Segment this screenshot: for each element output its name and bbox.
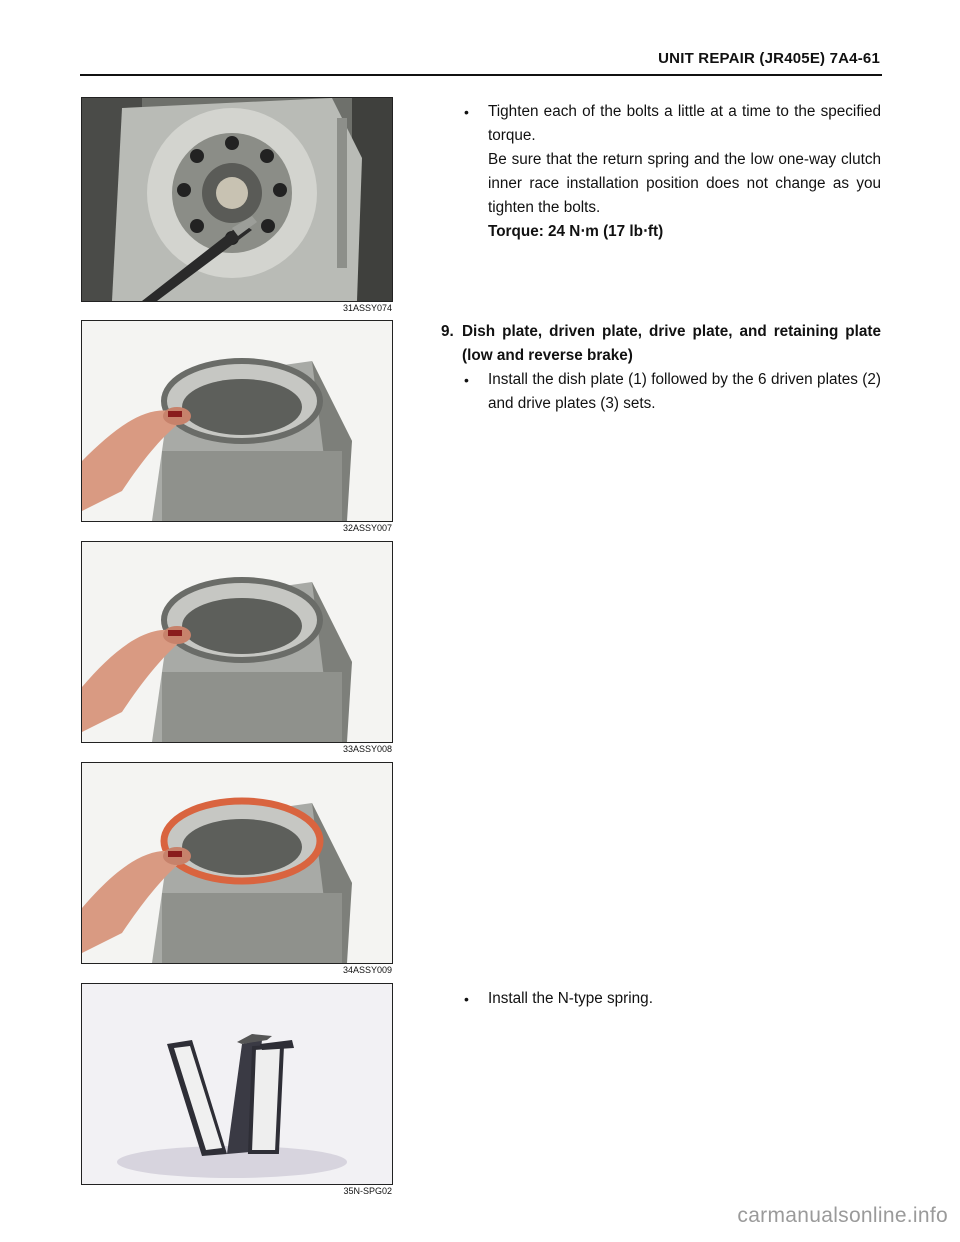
watermark: carmanualsonline.info (737, 1204, 948, 1227)
page-header: UNIT REPAIR (JR405E) 7A4-61 (658, 50, 880, 67)
section-1-line-1: Tighten each of the bolts a little at a time to the specified torque. (488, 103, 881, 144)
section-2-text (426, 320, 881, 416)
header-rule (80, 74, 882, 76)
figure-2-photo (81, 320, 393, 522)
section-2-bullet-item (426, 368, 881, 416)
step-number: 9. (441, 323, 454, 340)
n-type-spring-icon (82, 984, 392, 1184)
figure-5-caption: 35N-SPG02 (343, 1186, 392, 1196)
torque-spec: Torque: 24 N⋅m (17 lb⋅ft) (488, 223, 664, 240)
figure-3-photo (81, 541, 393, 743)
section-1-text (426, 100, 881, 244)
transmission-case-bolt-icon (82, 98, 392, 301)
bullet-dot: • (464, 372, 469, 388)
figure-3-caption: 33ASSY008 (342, 744, 392, 754)
section-2-line: Install the dish plate (1) followed by the 6 driven plates (2) and drive plates (3) sets. (488, 371, 881, 412)
step-title: Dish plate, driven plate, drive plate, and retaining plate (low and reverse brake) (462, 323, 881, 364)
section-3-text (426, 987, 881, 1011)
section-1-line-2: Be sure that the return spring and the low one-way clutch inner race installation position does not change as you tighten the bolts. (488, 151, 881, 216)
figure-1-caption: 31ASSY074 (342, 303, 392, 313)
figure-1-photo (81, 97, 393, 302)
driven-plate-install-icon (82, 542, 392, 742)
figure-5-photo (81, 983, 393, 1185)
bullet-dot: • (464, 104, 469, 120)
drive-plate-install-icon (82, 763, 392, 963)
figure-4-caption: 34ASSY009 (342, 965, 392, 975)
section-3-bullet-item (426, 987, 881, 1011)
dish-plate-install-icon (82, 321, 392, 521)
bullet-dot: • (464, 991, 469, 1007)
figure-4-photo (81, 762, 393, 964)
figure-2-caption: 32ASSY007 (342, 523, 392, 533)
section-3-line: Install the N-type spring. (488, 990, 653, 1007)
section-1-bullet-item (426, 100, 881, 244)
step-9-heading (426, 320, 881, 368)
